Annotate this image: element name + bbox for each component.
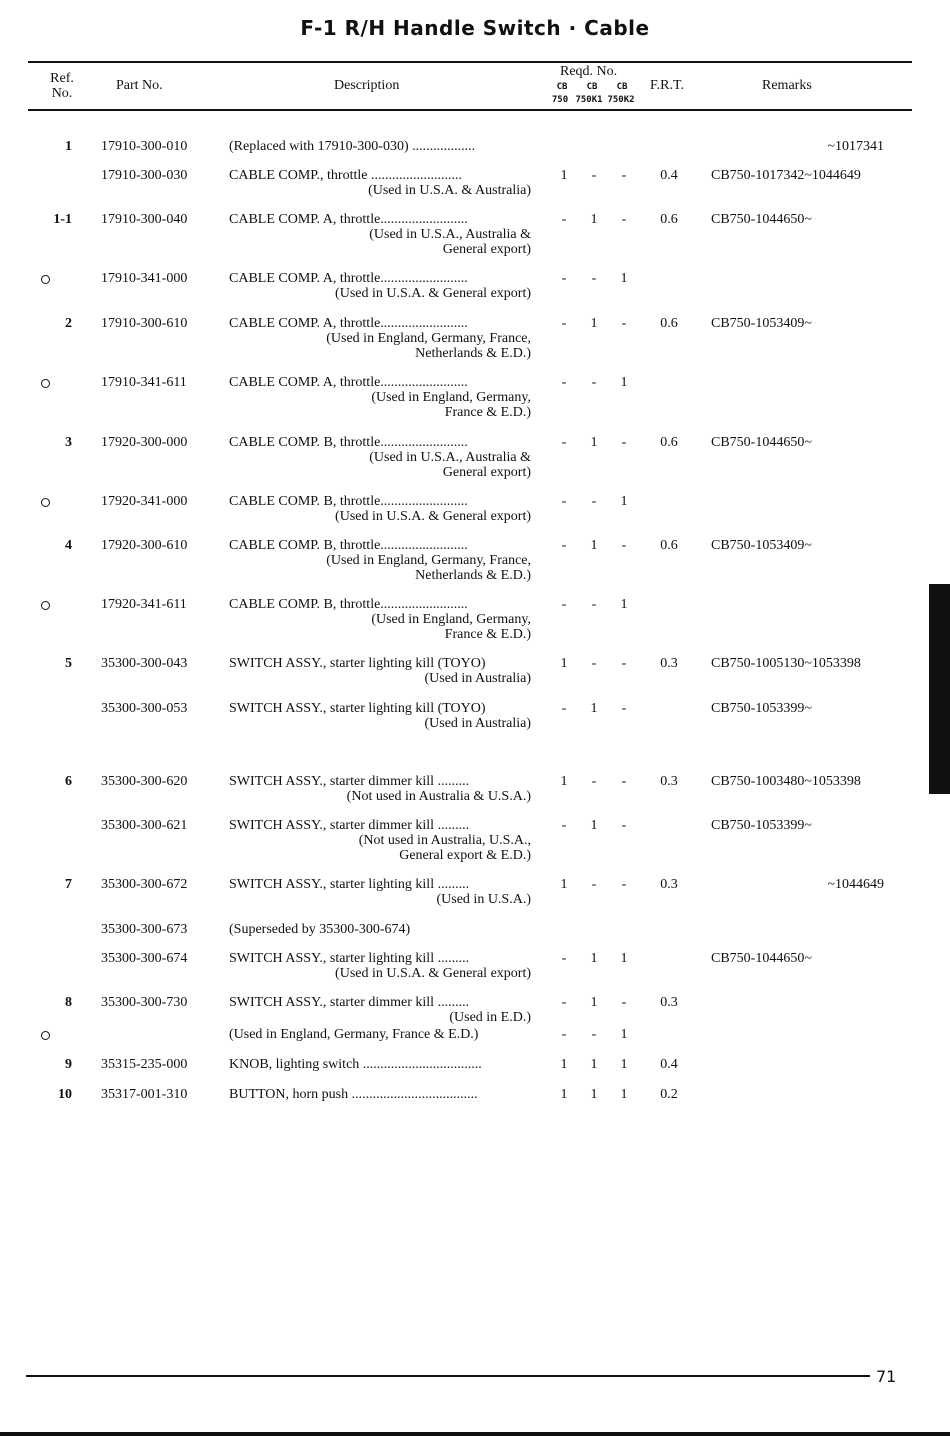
reqd-qty-3: 1	[620, 1027, 628, 1042]
description-main: SWITCH ASSY., starter lighting kill .........	[229, 877, 470, 892]
description-note: (Used in U.S.A., Australia &	[369, 227, 531, 242]
reqd-qty-3: -	[621, 818, 627, 833]
reqd-qty-2: 1	[590, 818, 598, 833]
reqd-qty-3: -	[621, 538, 627, 553]
description-main: CABLE COMP. A, throttle.........................	[229, 375, 468, 390]
reqd-qty-2: -	[591, 375, 597, 390]
ref-no: 7	[65, 877, 72, 892]
reqd-qty-2: 1	[590, 995, 598, 1010]
description	[229, 168, 547, 198]
header-ref-line1: Ref.	[50, 71, 74, 86]
part-no: 35300-300-043	[101, 656, 188, 671]
reqd-qty-3: -	[621, 168, 627, 183]
description-main: (Superseded by 35300-300-674)	[229, 922, 411, 937]
description-main: CABLE COMP. B, throttle.........................	[229, 597, 468, 612]
section-tab-marker	[929, 584, 950, 794]
description-main: (Used in England, Germany, France & E.D.)	[229, 1027, 479, 1042]
remarks: CB750-1044650~	[711, 435, 812, 450]
circle-marker-icon	[41, 1031, 50, 1040]
reqd-qty-2: -	[591, 774, 597, 789]
circle-marker-icon	[41, 379, 50, 388]
reqd-qty-1: -	[561, 951, 567, 966]
part-no: 35300-300-053	[101, 701, 188, 716]
part-no: 17910-300-610	[101, 316, 188, 331]
bottom-edge-rule	[0, 1432, 950, 1436]
reqd-qty-2: -	[591, 656, 597, 671]
description-main: CABLE COMP. B, throttle.........................	[229, 435, 468, 450]
part-no: 17910-300-040	[101, 212, 188, 227]
header-model-750k2: 750K2	[607, 95, 635, 105]
reqd-qty-1: -	[561, 995, 567, 1010]
remarks: CB750-1017342~1044649	[711, 168, 861, 183]
description	[229, 701, 547, 731]
header-bottom-rule	[28, 109, 912, 111]
reqd-qty-2: 1	[590, 1087, 598, 1102]
header-top-rule	[28, 61, 912, 63]
reqd-qty-1: 1	[560, 1057, 568, 1072]
remarks: CB750-1044650~	[711, 951, 812, 966]
part-no: 35300-300-621	[101, 818, 188, 833]
frt-value: 0.3	[660, 995, 678, 1010]
reqd-qty-3: 1	[620, 1087, 628, 1102]
frt-value: 0.2	[660, 1087, 678, 1102]
part-no: 17910-341-611	[101, 375, 187, 390]
header-remarks: Remarks	[762, 78, 812, 93]
header-model-cb2: CB	[586, 82, 598, 92]
frt-value: 0.6	[660, 538, 678, 553]
reqd-qty-1: 1	[560, 774, 568, 789]
description	[229, 877, 547, 907]
description	[229, 316, 547, 361]
description-main: (Replaced with 17910-300-030) ..................	[229, 139, 476, 154]
reqd-qty-3: -	[621, 995, 627, 1010]
ref-no: 3	[65, 435, 72, 450]
reqd-qty-1: -	[561, 1027, 567, 1042]
frt-value: 0.6	[660, 316, 678, 331]
reqd-qty-3: -	[621, 701, 627, 716]
part-no: 17910-300-030	[101, 168, 188, 183]
reqd-qty-2: -	[591, 1027, 597, 1042]
reqd-qty-3: 1	[620, 375, 628, 390]
part-no: 17910-341-000	[101, 271, 188, 286]
reqd-qty-1: -	[561, 818, 567, 833]
ref-no: 9	[65, 1057, 72, 1072]
reqd-qty-3: 1	[620, 1057, 628, 1072]
description	[229, 922, 547, 937]
ref-no: 6	[65, 774, 72, 789]
ref-no: 5	[65, 656, 72, 671]
description	[229, 139, 547, 169]
part-no: 35317-001-310	[101, 1087, 188, 1102]
reqd-qty-1: -	[561, 597, 567, 612]
ref-no: 1	[65, 139, 72, 154]
description-note: (Used in Australia)	[424, 671, 531, 686]
description-note: (Not used in Australia, U.S.A.,	[358, 833, 531, 848]
reqd-qty-2: -	[591, 168, 597, 183]
reqd-qty-1: -	[561, 271, 567, 286]
reqd-qty-2: 1	[590, 1057, 598, 1072]
reqd-qty-1: 1	[560, 1087, 568, 1102]
reqd-qty-2: 1	[590, 212, 598, 227]
description-note: France & E.D.)	[444, 405, 531, 420]
ref-no: 4	[65, 538, 72, 553]
frt-value: 0.3	[660, 656, 678, 671]
description-main: SWITCH ASSY., starter lighting kill .........	[229, 951, 470, 966]
description-note: Netherlands & E.D.)	[415, 568, 531, 583]
reqd-qty-1: -	[561, 375, 567, 390]
description-main: CABLE COMP. A, throttle.........................	[229, 212, 468, 227]
ref-no: 1-1	[53, 212, 72, 227]
reqd-qty-2: 1	[590, 316, 598, 331]
reqd-qty-3: 1	[620, 951, 628, 966]
reqd-qty-1: -	[561, 316, 567, 331]
remarks: CB750-1053399~	[711, 818, 812, 833]
header-ref	[47, 71, 77, 101]
description-note: (Not used in Australia & U.S.A.)	[346, 789, 531, 804]
remarks: CB750-1053409~	[711, 316, 812, 331]
description	[229, 494, 547, 524]
description	[229, 597, 547, 642]
description	[229, 1057, 547, 1072]
description-main: BUTTON, horn push ....................................	[229, 1087, 478, 1102]
description-note: (Used in U.S.A.)	[436, 892, 531, 907]
description	[229, 435, 547, 480]
part-no: 17920-300-610	[101, 538, 188, 553]
remarks: CB750-1053399~	[711, 701, 812, 716]
page-title: F-1 R/H Handle Switch · Cable	[300, 16, 650, 40]
description	[229, 995, 547, 1025]
reqd-qty-3: 1	[620, 271, 628, 286]
reqd-qty-2: 1	[590, 435, 598, 450]
description	[229, 538, 547, 583]
description-main: SWITCH ASSY., starter dimmer kill .........	[229, 818, 470, 833]
reqd-qty-2: -	[591, 597, 597, 612]
reqd-qty-1: 1	[560, 656, 568, 671]
part-no: 35300-300-730	[101, 995, 188, 1010]
description	[229, 1087, 547, 1102]
description	[229, 818, 547, 863]
header-model-cb3: CB	[616, 82, 628, 92]
reqd-qty-2: 1	[590, 951, 598, 966]
reqd-qty-1: -	[561, 494, 567, 509]
description	[229, 774, 547, 804]
description	[229, 212, 547, 257]
reqd-qty-3: 1	[620, 597, 628, 612]
reqd-qty-1: -	[561, 435, 567, 450]
reqd-qty-3: -	[621, 877, 627, 892]
header-model-cb1: CB	[556, 82, 568, 92]
description-note	[229, 154, 547, 169]
part-no: 35300-300-672	[101, 877, 188, 892]
ref-no: 2	[65, 316, 72, 331]
header-description: Description	[334, 78, 400, 93]
reqd-qty-3: -	[621, 316, 627, 331]
description-main: CABLE COMP. A, throttle.........................	[229, 316, 468, 331]
remarks: ~1017341	[827, 139, 884, 154]
circle-marker-icon	[41, 601, 50, 610]
description-note: General export & E.D.)	[399, 848, 531, 863]
reqd-qty-3: -	[621, 435, 627, 450]
reqd-qty-1: -	[561, 701, 567, 716]
description-main: SWITCH ASSY., starter lighting kill (TOYO)	[229, 701, 486, 716]
header-frt: F.R.T.	[650, 78, 685, 93]
description-main: SWITCH ASSY., starter dimmer kill .........	[229, 995, 470, 1010]
frt-value: 0.4	[660, 168, 678, 183]
header-reqd-no: Reqd. No.	[560, 64, 618, 79]
description-main: CABLE COMP. B, throttle.........................	[229, 494, 468, 509]
description-main: CABLE COMP. A, throttle.........................	[229, 271, 468, 286]
page-number: 71	[876, 1367, 897, 1386]
part-no: 35300-300-673	[101, 922, 188, 937]
reqd-qty-2: 1	[590, 538, 598, 553]
ref-no: 8	[65, 995, 72, 1010]
description	[229, 271, 547, 301]
part-no: 17920-300-000	[101, 435, 188, 450]
part-no: 17910-300-010	[101, 139, 188, 154]
part-no: 35315-235-000	[101, 1057, 188, 1072]
remarks: CB750-1005130~1053398	[711, 656, 861, 671]
description-main: CABLE COMP., throttle ..........................	[229, 168, 462, 183]
frt-value: 0.3	[660, 774, 678, 789]
description-note: (Used in U.S.A. & General export)	[335, 286, 531, 301]
frt-value: 0.3	[660, 877, 678, 892]
reqd-qty-2: -	[591, 494, 597, 509]
reqd-qty-1: -	[561, 538, 567, 553]
ref-no: 10	[58, 1087, 72, 1102]
description-main: CABLE COMP. B, throttle.........................	[229, 538, 468, 553]
remarks: CB750-1044650~	[711, 212, 812, 227]
reqd-qty-2: -	[591, 877, 597, 892]
description	[229, 1027, 547, 1042]
description-note: (Used in E.D.)	[449, 1010, 531, 1025]
header-ref-line2: No.	[51, 86, 73, 101]
description-main: SWITCH ASSY., starter lighting kill (TOYO)	[229, 656, 486, 671]
remarks: CB750-1053409~	[711, 538, 812, 553]
description-note: (Used in U.S.A. & General export)	[335, 509, 531, 524]
description-note: (Used in Australia)	[424, 716, 531, 731]
description-note: Netherlands & E.D.)	[415, 346, 531, 361]
part-no: 35300-300-620	[101, 774, 188, 789]
reqd-qty-2: -	[591, 271, 597, 286]
header-part-no: Part No.	[116, 78, 163, 93]
reqd-qty-2: 1	[590, 701, 598, 716]
reqd-qty-1: 1	[560, 877, 568, 892]
part-no: 35300-300-674	[101, 951, 188, 966]
reqd-qty-1: 1	[560, 168, 568, 183]
description-note: (Used in U.S.A. & General export)	[335, 966, 531, 981]
circle-marker-icon	[41, 498, 50, 507]
description-note: (Used in England, Germany, France,	[326, 553, 531, 568]
circle-marker-icon	[41, 275, 50, 284]
reqd-qty-3: -	[621, 774, 627, 789]
description-main: SWITCH ASSY., starter dimmer kill .........	[229, 774, 470, 789]
header-model-750: 750	[551, 95, 569, 105]
frt-value: 0.6	[660, 435, 678, 450]
reqd-qty-1: -	[561, 212, 567, 227]
part-no: 17920-341-611	[101, 597, 187, 612]
description-note: (Used in England, Germany,	[371, 390, 531, 405]
description-main: KNOB, lighting switch ..................................	[229, 1057, 482, 1072]
description-note: (Used in England, Germany,	[371, 612, 531, 627]
description	[229, 656, 547, 686]
description	[229, 375, 547, 420]
description-note: General export)	[442, 465, 531, 480]
part-no: 17920-341-000	[101, 494, 188, 509]
description-note: (Used in England, Germany, France,	[326, 331, 531, 346]
description	[229, 951, 547, 981]
description-note: General export)	[442, 242, 531, 257]
reqd-qty-3: -	[621, 656, 627, 671]
reqd-qty-3: -	[621, 212, 627, 227]
description-note: (Used in U.S.A., Australia &	[369, 450, 531, 465]
remarks: ~1044649	[827, 877, 884, 892]
frt-value: 0.4	[660, 1057, 678, 1072]
footer-rule	[26, 1375, 870, 1377]
remarks: CB750-1003480~1053398	[711, 774, 861, 789]
description-note: (Used in U.S.A. & Australia)	[368, 183, 531, 198]
frt-value: 0.6	[660, 212, 678, 227]
reqd-qty-3: 1	[620, 494, 628, 509]
header-model-750k1: 750K1	[575, 95, 603, 105]
description-note: France & E.D.)	[444, 627, 531, 642]
